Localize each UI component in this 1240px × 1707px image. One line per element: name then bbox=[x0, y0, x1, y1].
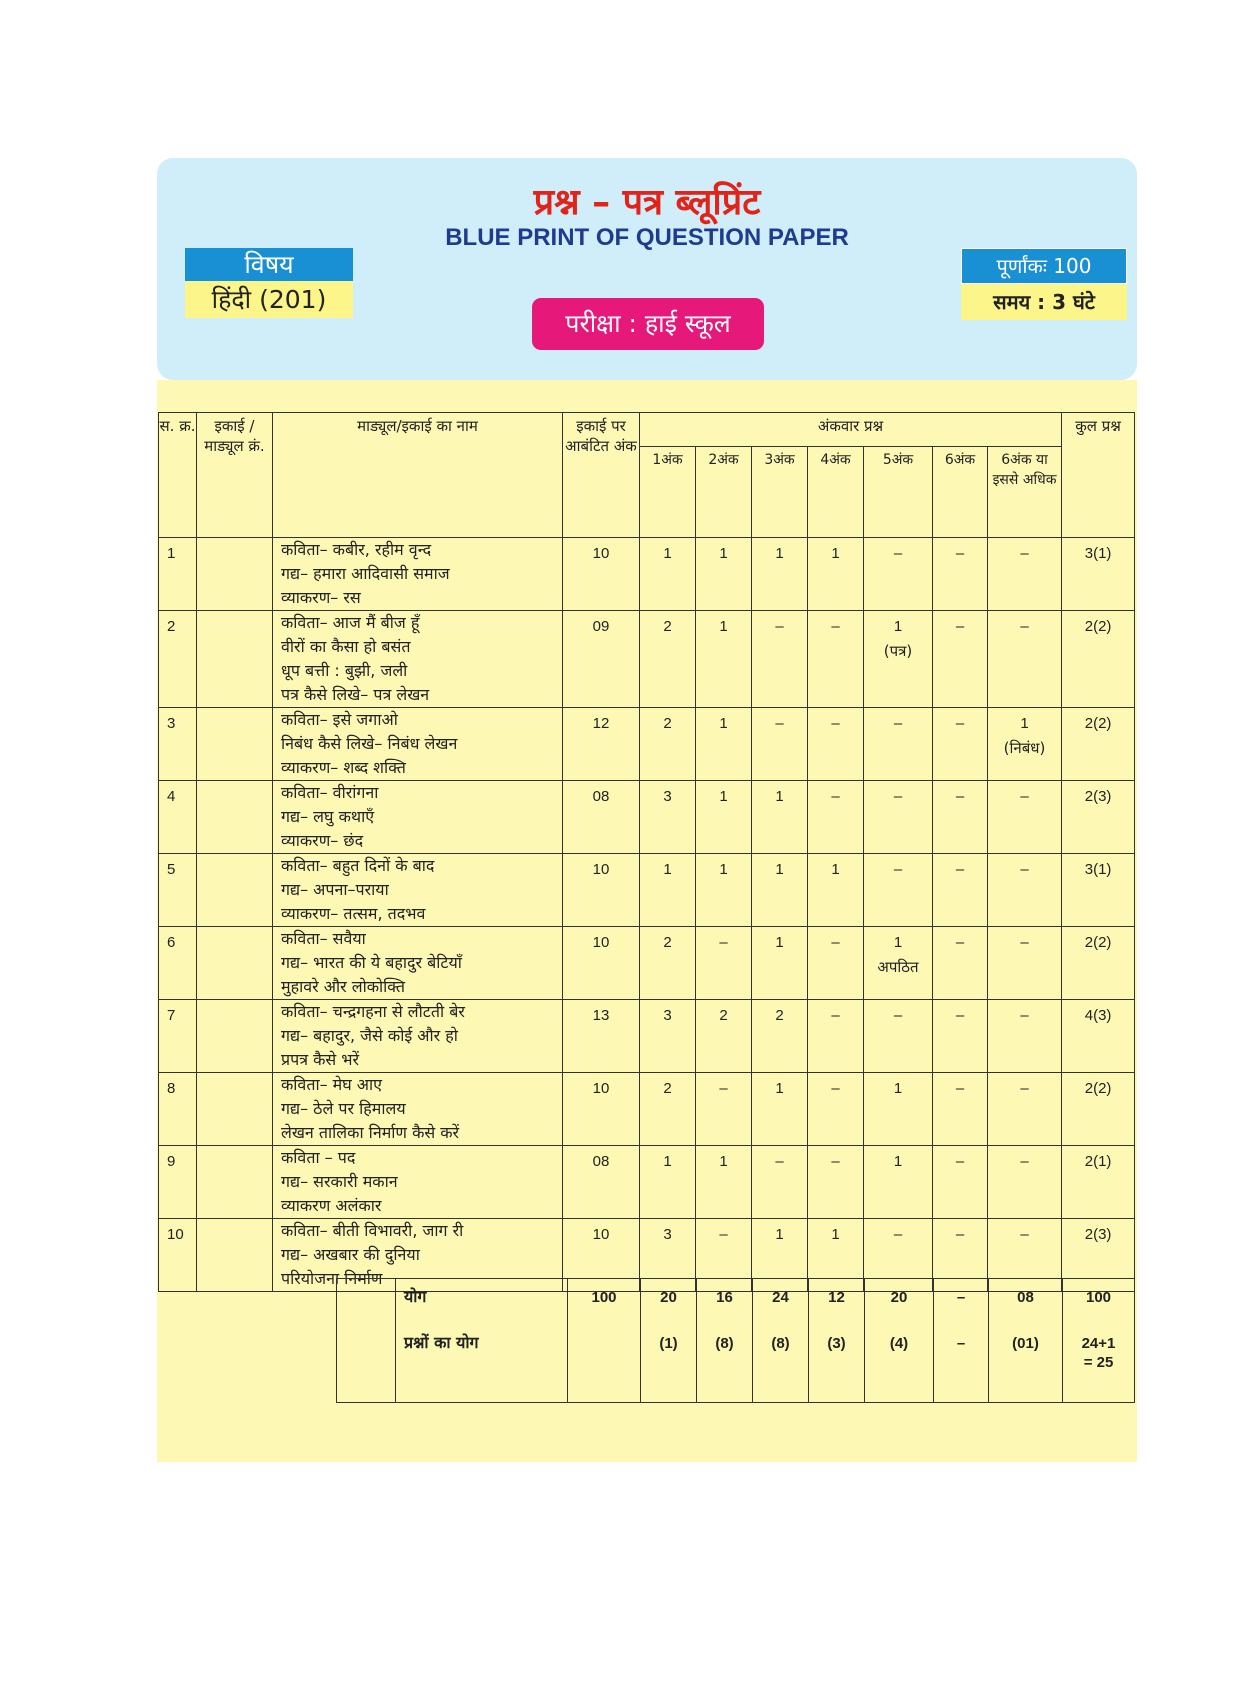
unit-topic-line: धूप बत्ती : बुझी, जली bbox=[281, 661, 408, 680]
allotted-marks: 10 bbox=[563, 1073, 640, 1146]
count-5-mark bbox=[864, 708, 933, 781]
count-value: 1 bbox=[663, 545, 672, 562]
count-value: 3 bbox=[663, 1007, 672, 1024]
question-count: (8) bbox=[715, 1335, 734, 1352]
count-1-mark bbox=[640, 927, 696, 1000]
count-value: 1 bbox=[893, 1080, 903, 1097]
count-value: 1 bbox=[893, 934, 903, 951]
count-value: – bbox=[1020, 788, 1029, 805]
count-3-mark bbox=[752, 1000, 808, 1073]
unit-topic-line: लेखन तालिका निर्माण कैसे करें bbox=[281, 1123, 460, 1142]
unit-number bbox=[197, 538, 273, 611]
count-value: – bbox=[893, 788, 903, 805]
total-value: 24 bbox=[772, 1289, 789, 1306]
allotted-marks: 08 bbox=[563, 1146, 640, 1219]
serial-number: 9 bbox=[159, 1146, 197, 1219]
question-count: (3) bbox=[827, 1335, 846, 1352]
unit-topic-line: वीरों का कैसा हो बसंत bbox=[281, 637, 411, 656]
count-5-mark bbox=[864, 781, 933, 854]
count-4-mark bbox=[808, 854, 864, 927]
count-value: 1 bbox=[719, 715, 728, 732]
unit-topic-line: व्याकरण अलंकार bbox=[281, 1196, 382, 1215]
count-5-mark bbox=[864, 1146, 933, 1219]
count-value: 1 bbox=[775, 788, 784, 805]
header-4-mark: 4अंक bbox=[808, 447, 864, 538]
unit-name bbox=[273, 927, 563, 1000]
count-value: – bbox=[893, 545, 903, 562]
total-questions: 3(1) bbox=[1062, 538, 1135, 611]
total-value: – bbox=[956, 1289, 966, 1306]
header-total: कुल प्रश्न bbox=[1062, 413, 1135, 538]
count-6-plus-mark bbox=[988, 927, 1062, 1000]
unit-topic-line: व्याकरण– छंद bbox=[281, 831, 364, 850]
count-6-mark bbox=[933, 927, 988, 1000]
count-6-mark bbox=[933, 854, 988, 927]
unit-topic-line: कविता – पद bbox=[281, 1148, 356, 1167]
allotted-marks: 10 bbox=[563, 927, 640, 1000]
exam-time: समय : 3 घंटे bbox=[961, 284, 1127, 320]
count-value: – bbox=[831, 715, 840, 732]
subject-value: हिंदी (201) bbox=[185, 281, 353, 318]
totals-4-mark bbox=[809, 1279, 865, 1403]
unit-number bbox=[197, 1000, 273, 1073]
count-value: – bbox=[831, 1153, 840, 1170]
total-questions: 2(3) bbox=[1062, 1219, 1135, 1292]
totals-6-mark bbox=[934, 1279, 989, 1403]
unit-topic-line: गद्य– अखबार की दुनिया bbox=[281, 1245, 420, 1264]
count-value: 2 bbox=[663, 1080, 672, 1097]
count-value: 1 bbox=[775, 1080, 784, 1097]
count-value: 1 bbox=[893, 618, 903, 635]
total-value: 12 bbox=[828, 1289, 845, 1306]
count-5-mark bbox=[864, 927, 933, 1000]
unit-topic-line: व्याकरण– तत्सम, तदभव bbox=[281, 904, 426, 923]
header-allotted: इकाई पर आबंटित अंक bbox=[563, 413, 640, 538]
unit-name bbox=[273, 1000, 563, 1073]
unit-topic-line: कविता– इसे जगाओ bbox=[281, 710, 398, 729]
serial-number: 3 bbox=[159, 708, 197, 781]
count-6-plus-mark bbox=[988, 854, 1062, 927]
count-value: – bbox=[1020, 618, 1029, 635]
header-2-mark: 2अंक bbox=[696, 447, 752, 538]
label-sum: योग bbox=[404, 1287, 427, 1306]
count-3-mark bbox=[752, 781, 808, 854]
count-value: – bbox=[831, 1007, 840, 1024]
count-value: 2 bbox=[663, 934, 672, 951]
unit-number bbox=[197, 1219, 273, 1292]
question-count: (01) bbox=[1012, 1335, 1039, 1352]
header-3-mark: 3अंक bbox=[752, 447, 808, 538]
grand-question-count: 24+1 bbox=[1081, 1335, 1116, 1352]
count-3-mark bbox=[752, 708, 808, 781]
label-question-count: प्रश्नों का योग bbox=[404, 1333, 479, 1352]
count-value: 1 bbox=[719, 545, 728, 562]
count-value: – bbox=[1020, 1007, 1029, 1024]
count-value: – bbox=[775, 1153, 784, 1170]
total-questions: 2(1) bbox=[1062, 1146, 1135, 1219]
header-6-mark: 6अंक bbox=[933, 447, 988, 538]
count-2-mark bbox=[696, 611, 752, 708]
count-3-mark bbox=[752, 538, 808, 611]
count-2-mark bbox=[696, 1000, 752, 1073]
unit-name bbox=[273, 611, 563, 708]
serial-number: 4 bbox=[159, 781, 197, 854]
count-value: 1 bbox=[719, 618, 728, 635]
count-2-mark bbox=[696, 1146, 752, 1219]
question-count: – bbox=[956, 1335, 966, 1352]
unit-topic-line: कविता– सवैया bbox=[281, 929, 366, 948]
count-value: – bbox=[719, 934, 728, 951]
unit-name bbox=[273, 538, 563, 611]
count-value: 2 bbox=[663, 715, 672, 732]
count-4-mark bbox=[808, 611, 864, 708]
unit-topic-line: पत्र कैसे लिखे– पत्र लेखन bbox=[281, 685, 430, 704]
count-value: 1 bbox=[831, 545, 840, 562]
total-questions: 4(3) bbox=[1062, 1000, 1135, 1073]
allotted-marks: 09 bbox=[563, 611, 640, 708]
count-value: – bbox=[831, 618, 840, 635]
grand-total: 100 bbox=[1085, 1289, 1112, 1306]
total-marks-value: 100 bbox=[591, 1289, 617, 1306]
count-value: – bbox=[775, 715, 784, 732]
unit-number bbox=[197, 611, 273, 708]
count-6-plus-mark bbox=[988, 781, 1062, 854]
unit-topic-line: कविता– कबीर, रहीम वृन्द bbox=[281, 540, 432, 559]
count-value: – bbox=[775, 618, 784, 635]
count-value: 1 bbox=[663, 1153, 672, 1170]
header-panel bbox=[157, 158, 1137, 380]
title-english: BLUE PRINT OF QUESTION PAPER bbox=[445, 224, 849, 251]
count-value: – bbox=[955, 618, 965, 635]
count-note: अपठित bbox=[877, 958, 919, 976]
unit-name bbox=[273, 854, 563, 927]
unit-topic-line: गद्य– भारत की ये बहादुर बेटियाँ bbox=[281, 953, 462, 972]
count-5-mark bbox=[864, 1073, 933, 1146]
count-6-mark bbox=[933, 1073, 988, 1146]
unit-topic-line: गद्य– हमारा आदिवासी समाज bbox=[281, 564, 450, 583]
count-5-mark bbox=[864, 1000, 933, 1073]
count-6-mark bbox=[933, 708, 988, 781]
count-note: (निबंध) bbox=[1003, 739, 1046, 757]
count-value: 2 bbox=[663, 618, 672, 635]
question-count: (8) bbox=[771, 1335, 790, 1352]
count-value: – bbox=[955, 861, 965, 878]
subject-label: विषय bbox=[185, 248, 353, 281]
count-2-mark bbox=[696, 1073, 752, 1146]
unit-topic-line: गद्य– अपना–पराया bbox=[281, 880, 389, 899]
unit-topic-line: प्रपत्र कैसे भरें bbox=[281, 1050, 360, 1069]
count-4-mark bbox=[808, 781, 864, 854]
count-value: – bbox=[719, 1226, 728, 1243]
count-note: (पत्र) bbox=[883, 642, 913, 660]
count-value: 1 bbox=[775, 545, 784, 562]
count-value: – bbox=[955, 1153, 965, 1170]
total-questions: 2(3) bbox=[1062, 781, 1135, 854]
count-value: – bbox=[955, 1080, 965, 1097]
count-value: 1 bbox=[831, 1226, 840, 1243]
count-6-mark bbox=[933, 781, 988, 854]
unit-topic-line: गद्य– सरकारी मकान bbox=[281, 1172, 398, 1191]
unit-topic-line: व्याकरण– रस bbox=[281, 588, 361, 607]
count-value: – bbox=[831, 934, 840, 951]
unit-topic-line: निबंध कैसे लिखे– निबंध लेखन bbox=[281, 734, 458, 753]
total-questions: 2(2) bbox=[1062, 708, 1135, 781]
count-1-mark bbox=[640, 781, 696, 854]
count-6-mark bbox=[933, 611, 988, 708]
unit-topic-line: गद्य– ठेले पर हिमालय bbox=[281, 1099, 406, 1118]
table-row bbox=[159, 1146, 1135, 1219]
count-value: 1 bbox=[1020, 715, 1029, 732]
header-unit-name: माड्यूल/इकाई का नाम bbox=[273, 413, 563, 538]
count-1-mark bbox=[640, 854, 696, 927]
count-6-plus-mark bbox=[988, 538, 1062, 611]
count-value: 2 bbox=[775, 1007, 784, 1024]
count-4-mark bbox=[808, 1000, 864, 1073]
count-6-plus-mark bbox=[988, 708, 1062, 781]
count-value: – bbox=[893, 1007, 903, 1024]
count-value: – bbox=[893, 861, 903, 878]
count-1-mark bbox=[640, 708, 696, 781]
count-value: 1 bbox=[719, 788, 728, 805]
table-row bbox=[159, 1073, 1135, 1146]
unit-topic-line: मुहावरे और लोकोक्ति bbox=[281, 977, 405, 996]
count-value: 1 bbox=[719, 1153, 728, 1170]
count-value: – bbox=[831, 788, 840, 805]
total-questions: 2(2) bbox=[1062, 927, 1135, 1000]
unit-topic-line: कविता– आज मैं बीज हूँ bbox=[281, 613, 420, 632]
count-1-mark bbox=[640, 1146, 696, 1219]
serial-number: 7 bbox=[159, 1000, 197, 1073]
count-2-mark bbox=[696, 854, 752, 927]
unit-number bbox=[197, 1146, 273, 1219]
totals-6-plus-mark bbox=[989, 1279, 1063, 1403]
title-hindi: प्रश्न – पत्र ब्लूप्रिंट bbox=[533, 182, 761, 223]
total-value: 08 bbox=[1017, 1289, 1034, 1306]
unit-number bbox=[197, 927, 273, 1000]
allotted-marks: 10 bbox=[563, 538, 640, 611]
allotted-marks: 10 bbox=[563, 854, 640, 927]
count-2-mark bbox=[696, 708, 752, 781]
count-1-mark bbox=[640, 1073, 696, 1146]
count-1-mark bbox=[640, 1000, 696, 1073]
question-count: (4) bbox=[889, 1335, 909, 1352]
count-2-mark bbox=[696, 781, 752, 854]
unit-number bbox=[197, 854, 273, 927]
count-6-mark bbox=[933, 1146, 988, 1219]
serial-number: 8 bbox=[159, 1073, 197, 1146]
exam-badge: परीक्षा : हाई स्कूल bbox=[532, 298, 764, 350]
count-value: 1 bbox=[775, 861, 784, 878]
unit-topic-line: परियोजना निर्माण bbox=[281, 1269, 383, 1288]
count-value: – bbox=[831, 1080, 840, 1097]
header-1-mark: 1अंक bbox=[640, 447, 696, 538]
header-serial: स. क्र. bbox=[159, 413, 197, 538]
count-value: 2 bbox=[719, 1007, 728, 1024]
table-row bbox=[159, 1000, 1135, 1073]
totals-table bbox=[336, 1278, 1135, 1403]
unit-topic-line: कविता– चन्द्रगहना से लौटती बेर bbox=[281, 1002, 465, 1021]
unit-topic-line: कविता– मेघ आए bbox=[281, 1075, 382, 1094]
totals-labels bbox=[396, 1279, 568, 1403]
totals-marks bbox=[568, 1279, 641, 1403]
count-value: – bbox=[1020, 1080, 1029, 1097]
totals-grand bbox=[1063, 1279, 1135, 1403]
count-value: 3 bbox=[663, 788, 672, 805]
table-row bbox=[159, 927, 1135, 1000]
totals-3-mark bbox=[753, 1279, 809, 1403]
unit-number bbox=[197, 1073, 273, 1146]
count-6-plus-mark bbox=[988, 1146, 1062, 1219]
allotted-marks: 12 bbox=[563, 708, 640, 781]
count-3-mark bbox=[752, 611, 808, 708]
count-value: – bbox=[1020, 1226, 1029, 1243]
total-value: 16 bbox=[716, 1289, 733, 1306]
allotted-marks: 13 bbox=[563, 1000, 640, 1073]
count-value: – bbox=[955, 715, 965, 732]
total-questions: 2(2) bbox=[1062, 1073, 1135, 1146]
count-value: 1 bbox=[893, 1153, 903, 1170]
count-value: – bbox=[955, 1007, 965, 1024]
header-6-plus-mark: 6अंक या इससे अधिक bbox=[988, 447, 1062, 538]
serial-number: 10 bbox=[159, 1219, 197, 1292]
count-4-mark bbox=[808, 538, 864, 611]
total-value: 20 bbox=[890, 1289, 908, 1306]
serial-number: 5 bbox=[159, 854, 197, 927]
total-questions: 3(1) bbox=[1062, 854, 1135, 927]
table-row bbox=[159, 611, 1135, 708]
table-row bbox=[159, 708, 1135, 781]
serial-number: 2 bbox=[159, 611, 197, 708]
count-2-mark bbox=[696, 538, 752, 611]
count-5-mark bbox=[864, 611, 933, 708]
grand-question-sum: = 25 bbox=[1083, 1354, 1114, 1371]
count-6-mark bbox=[933, 538, 988, 611]
unit-number bbox=[197, 781, 273, 854]
count-value: 1 bbox=[775, 934, 784, 951]
max-marks: पूर्णांकः 100 bbox=[961, 248, 1127, 284]
total-value: 20 bbox=[660, 1289, 677, 1306]
count-6-mark bbox=[933, 1000, 988, 1073]
count-2-mark bbox=[696, 927, 752, 1000]
count-value: – bbox=[955, 545, 965, 562]
count-value: 1 bbox=[831, 861, 840, 878]
blueprint-table bbox=[158, 412, 1135, 1292]
unit-name bbox=[273, 781, 563, 854]
unit-name bbox=[273, 1073, 563, 1146]
count-1-mark bbox=[640, 538, 696, 611]
count-value: – bbox=[1020, 545, 1029, 562]
count-5-mark bbox=[864, 854, 933, 927]
count-3-mark bbox=[752, 1073, 808, 1146]
allotted-marks: 08 bbox=[563, 781, 640, 854]
count-6-plus-mark bbox=[988, 1000, 1062, 1073]
count-4-mark bbox=[808, 708, 864, 781]
count-4-mark bbox=[808, 1146, 864, 1219]
unit-topic-line: व्याकरण– शब्द शक्ति bbox=[281, 758, 406, 777]
header-markwise: अंकवार प्रश्न bbox=[640, 413, 1062, 447]
unit-topic-line: कविता– वीरांगना bbox=[281, 783, 379, 802]
count-value: 1 bbox=[719, 861, 728, 878]
totals-5-mark bbox=[865, 1279, 934, 1403]
table-row bbox=[159, 781, 1135, 854]
count-6-plus-mark bbox=[988, 1073, 1062, 1146]
count-3-mark bbox=[752, 1146, 808, 1219]
unit-number bbox=[197, 708, 273, 781]
count-value: – bbox=[1020, 1153, 1029, 1170]
count-value: – bbox=[955, 934, 965, 951]
subject-box bbox=[185, 248, 353, 318]
count-6-plus-mark bbox=[988, 611, 1062, 708]
count-4-mark bbox=[808, 927, 864, 1000]
unit-topic-line: कविता– बीती विभावरी, जाग री bbox=[281, 1221, 464, 1240]
allotted-marks: 10 bbox=[563, 1219, 640, 1292]
unit-topic-line: गद्य– बहादुर, जैसे कोई और हो bbox=[281, 1026, 458, 1045]
table-row bbox=[159, 854, 1135, 927]
count-value: – bbox=[893, 1226, 903, 1243]
header-unit-no: इकाई / माड्यूल क्रं. bbox=[197, 413, 273, 538]
question-count: (1) bbox=[659, 1335, 678, 1352]
totals-1-mark bbox=[641, 1279, 697, 1403]
count-value: – bbox=[893, 715, 903, 732]
count-value: 1 bbox=[663, 861, 672, 878]
count-value: – bbox=[1020, 861, 1029, 878]
marks-box bbox=[961, 248, 1127, 320]
count-1-mark bbox=[640, 611, 696, 708]
count-value: 1 bbox=[775, 1226, 784, 1243]
total-questions: 2(2) bbox=[1062, 611, 1135, 708]
count-value: – bbox=[1020, 934, 1029, 951]
count-4-mark bbox=[808, 1073, 864, 1146]
count-3-mark bbox=[752, 927, 808, 1000]
count-value: – bbox=[955, 788, 965, 805]
count-value: – bbox=[719, 1080, 728, 1097]
table-row bbox=[159, 538, 1135, 611]
totals-blank-cell bbox=[337, 1279, 396, 1403]
unit-name bbox=[273, 1146, 563, 1219]
count-5-mark bbox=[864, 538, 933, 611]
totals-2-mark bbox=[697, 1279, 753, 1403]
count-value: 3 bbox=[663, 1226, 672, 1243]
unit-topic-line: गद्य– लघु कथाएँ bbox=[281, 807, 375, 826]
header-5-mark: 5अंक bbox=[864, 447, 933, 538]
count-3-mark bbox=[752, 854, 808, 927]
unit-topic-line: कविता– बहुत दिनों के बाद bbox=[281, 856, 435, 875]
serial-number: 6 bbox=[159, 927, 197, 1000]
unit-name bbox=[273, 708, 563, 781]
serial-number: 1 bbox=[159, 538, 197, 611]
count-value: – bbox=[955, 1226, 965, 1243]
